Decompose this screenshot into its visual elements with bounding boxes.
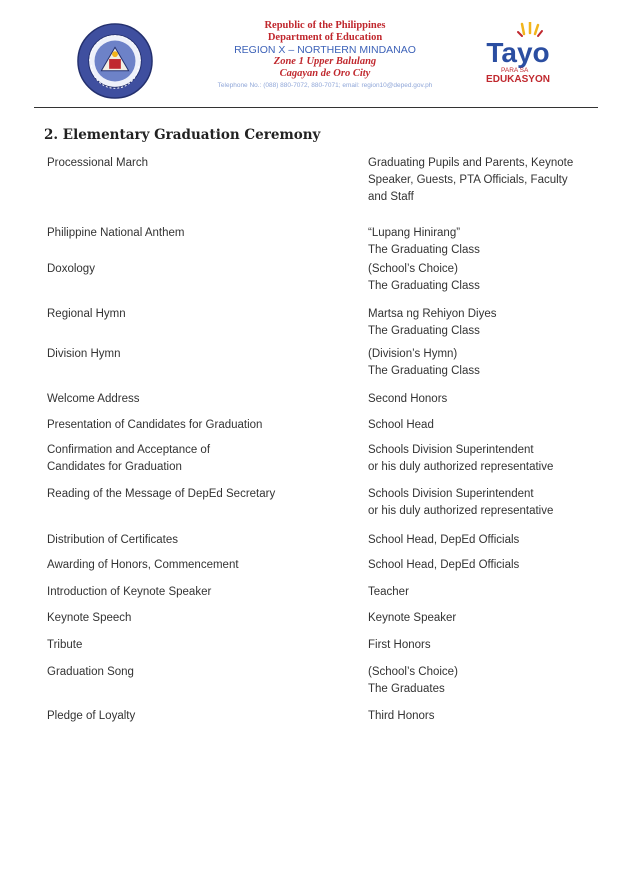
program-assignee <box>368 557 608 574</box>
letterhead-line-address: Zone 1 Upper Balulang <box>273 56 377 67</box>
program-assignee-line: The Graduating Class <box>368 244 480 256</box>
program-assignee-line: School Head <box>368 419 434 431</box>
program-item <box>47 225 347 242</box>
program-item <box>47 391 347 408</box>
program-item-line: Division Hymn <box>47 348 121 360</box>
program-item-line: Reading of the Message of DepEd Secretary <box>47 488 276 500</box>
program-item-line: Awarding of Honors, Commencement <box>47 559 239 571</box>
program-assignee-line: The Graduating Class <box>368 365 480 377</box>
program-item <box>47 532 347 549</box>
program-assignee-line: (School’s Choice) <box>368 666 458 678</box>
program-item <box>47 346 347 363</box>
program-assignee-line: Third Honors <box>368 710 435 722</box>
program-item <box>47 664 347 681</box>
program-item-line: Confirmation and Acceptance of <box>47 444 211 456</box>
program-item <box>47 708 347 725</box>
program-assignee-line: and Staff <box>368 191 414 203</box>
program-assignee-line: or his duly authorized representative <box>368 461 554 473</box>
program-item-line: Candidates for Graduation <box>47 461 182 473</box>
program-item <box>47 637 347 654</box>
program-assignee <box>368 486 608 520</box>
tayo-logo <box>478 22 558 86</box>
program-item-line: Tribute <box>47 639 83 651</box>
program-item-line: Presentation of Candidates for Graduation <box>47 419 263 431</box>
program-item-line: Graduation Song <box>47 666 134 678</box>
program-item <box>47 306 347 323</box>
deped-seal-icon <box>76 22 154 100</box>
program-assignee <box>368 584 608 601</box>
section-title: 2. Elementary Graduation Ceremony <box>44 127 321 143</box>
program-item-line: Introduction of Keynote Speaker <box>47 586 212 598</box>
program-assignee-line: The Graduating Class <box>368 325 480 337</box>
program-assignee <box>368 155 608 206</box>
program-assignee-line: Schools Division Superintendent <box>368 488 534 500</box>
program-item <box>47 155 347 172</box>
program-assignee-line: or his duly authorized representative <box>368 505 554 517</box>
letterhead-line-department: Department of Education <box>267 32 383 43</box>
program-assignee <box>368 664 608 698</box>
program-item-line: Welcome Address <box>47 393 140 405</box>
program-assignee <box>368 442 608 476</box>
letterhead-line-region: REGION X – NORTHERN MINDANAO <box>234 44 416 56</box>
program-assignee-line: The Graduating Class <box>368 280 480 292</box>
program-assignee-line: Teacher <box>368 586 409 598</box>
program-item-line: Processional March <box>47 157 148 169</box>
program-assignee <box>368 417 608 434</box>
program-item <box>47 557 347 574</box>
program-assignee <box>368 532 608 549</box>
program-assignee-line: “Lupang Hinirang” <box>368 227 461 239</box>
program-assignee-line: (Division’s Hymn) <box>368 348 458 360</box>
program-assignee-line: Graduating Pupils and Parents, Keynote <box>368 157 574 169</box>
program-assignee-line: School Head, DepEd Officials <box>368 559 520 571</box>
program-assignee <box>368 261 608 295</box>
program-assignee-line: Second Honors <box>368 393 448 405</box>
program-item-line: Regional Hymn <box>47 308 126 320</box>
program-assignee-line: (School’s Choice) <box>368 263 458 275</box>
program-assignee-line: Speaker, Guests, PTA Officials, Faculty <box>368 174 568 186</box>
letterhead-line-city: Cagayan de Oro City <box>279 68 371 79</box>
header-divider <box>34 107 598 108</box>
tayo-logo-text: Tayo <box>486 37 550 68</box>
program-assignee-line: Keynote Speaker <box>368 612 457 624</box>
program-assignee-line: First Honors <box>368 639 431 651</box>
program-item-line: Distribution of Certificates <box>47 534 179 546</box>
letterhead <box>160 20 490 91</box>
tayo-logo-para-sa: PARA SA <box>501 67 529 74</box>
program-item <box>47 610 347 627</box>
program-assignee-line: Martsa ng Rehiyon Diyes <box>368 308 497 320</box>
program-item <box>47 442 347 476</box>
program-assignee <box>368 225 608 259</box>
program-assignee <box>368 306 608 340</box>
program-assignee <box>368 610 608 627</box>
letterhead-telephone: Telephone No.: (088) 880-7072, 880-7071; email: region10@deped.gov.ph <box>217 82 433 89</box>
program-item <box>47 261 347 278</box>
program-item <box>47 417 347 434</box>
program-assignee <box>368 637 608 654</box>
program-item-line: Keynote Speech <box>47 612 132 624</box>
letterhead-line-republic: Republic of the Philippines <box>264 20 386 31</box>
program-assignee-line: The Graduates <box>368 683 445 695</box>
program-item-line: Doxology <box>47 263 95 275</box>
program-assignee-line: Schools Division Superintendent <box>368 444 534 456</box>
program-item <box>47 486 347 503</box>
program-assignee <box>368 708 608 725</box>
program-item <box>47 584 347 601</box>
program-assignee <box>368 391 608 408</box>
tayo-logo-edukasyon: EDUKASYON <box>486 74 550 85</box>
program-item-line: Pledge of Loyalty <box>47 710 136 722</box>
program-assignee-line: School Head, DepEd Officials <box>368 534 520 546</box>
program-item-line: Philippine National Anthem <box>47 227 185 239</box>
program-assignee <box>368 346 608 380</box>
